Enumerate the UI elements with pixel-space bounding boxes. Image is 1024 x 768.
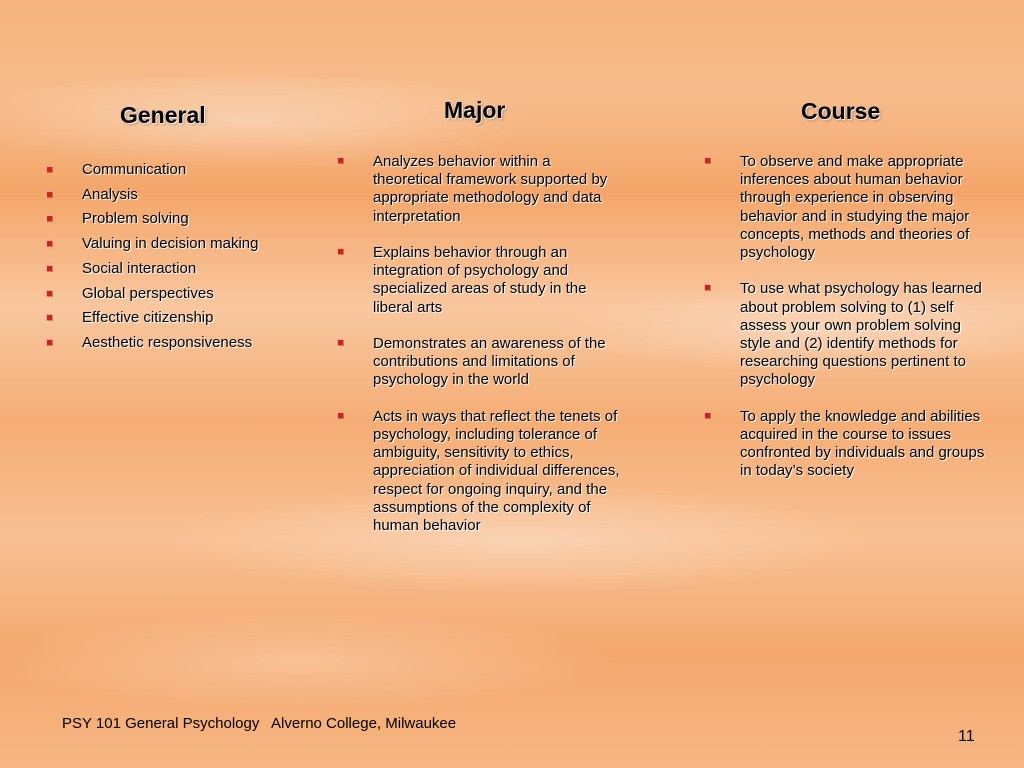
square-bullet-icon xyxy=(337,412,343,418)
list-item xyxy=(82,282,312,307)
list-item-text: Analyzes behavior within a theoretical framework supported by appropriate methodology and data interpretation xyxy=(373,153,608,225)
square-bullet-icon xyxy=(46,240,52,246)
list-item-text: Acts in ways that reflect the tenets of psychology, including tolerance of ambiguity, sensitivity to ethics, appreciation of individual differences, respect for ongoing inquiry, and the assumptions of the complexity of human behavior xyxy=(373,407,620,535)
list-item xyxy=(373,244,623,317)
list-item-text: To apply the knowledge and abilities acquired in the course to issues confronted by individuals and groups in today’s society xyxy=(740,407,985,480)
list-item xyxy=(82,207,312,232)
square-bullet-icon xyxy=(46,290,52,296)
square-bullet-icon xyxy=(704,284,710,290)
list-item-text: Social interaction xyxy=(82,259,197,277)
list-item xyxy=(373,153,623,226)
list-item xyxy=(373,335,623,390)
list-item xyxy=(740,408,992,481)
list-item xyxy=(740,153,992,262)
square-bullet-icon xyxy=(46,265,52,271)
list-item-text: To observe and make appropriate inferences about human behavior through experience in observing behavior and in studying the major concepts, methods and theories of psychology xyxy=(740,153,970,262)
list-item xyxy=(82,331,312,356)
list-item-text: Demonstrates an awareness of the contributions and limitations of psychology in the world xyxy=(373,335,606,389)
list-item xyxy=(82,306,312,331)
list-item xyxy=(82,257,312,282)
list-item-text: Explains behavior through an integration of psychology and specialized areas of study in the liberal arts xyxy=(373,244,587,316)
list-item xyxy=(740,280,992,389)
list-item-text: Aesthetic responsiveness xyxy=(82,333,253,351)
square-bullet-icon xyxy=(337,248,343,254)
list-item-text: Global perspectives xyxy=(82,284,214,302)
general-list xyxy=(82,158,312,356)
course-list xyxy=(740,153,992,499)
list-item-text: Communication xyxy=(82,161,187,178)
column-title-general: General xyxy=(120,102,206,128)
column-title-course: Course xyxy=(801,98,881,124)
list-item xyxy=(82,232,312,257)
list-item xyxy=(82,183,312,208)
square-bullet-icon xyxy=(337,339,343,345)
list-item xyxy=(373,408,623,535)
major-list xyxy=(373,153,623,553)
square-bullet-icon xyxy=(337,157,343,163)
footer-text: PSY 101 General Psychology Alverno College, Milwaukee xyxy=(62,715,457,732)
list-item-text: Analysis xyxy=(82,185,138,203)
square-bullet-icon xyxy=(704,157,710,163)
square-bullet-icon xyxy=(46,191,52,197)
page-number: 11 xyxy=(958,728,975,745)
list-item-text: Effective citizenship xyxy=(82,309,214,327)
square-bullet-icon xyxy=(46,166,52,172)
list-item-text: To use what psychology has learned about problem solving to (1) self assess your own problem solving style and (2) identify methods for researching questions pertinent to psychology xyxy=(740,280,982,389)
list-item-text: Valuing in decision making xyxy=(82,235,259,253)
square-bullet-icon xyxy=(46,215,52,221)
list-item xyxy=(82,158,312,183)
square-bullet-icon xyxy=(46,314,52,320)
square-bullet-icon xyxy=(704,412,710,418)
column-title-major: Major xyxy=(444,97,506,123)
list-item-text: Problem solving xyxy=(82,210,189,228)
square-bullet-icon xyxy=(46,339,52,345)
